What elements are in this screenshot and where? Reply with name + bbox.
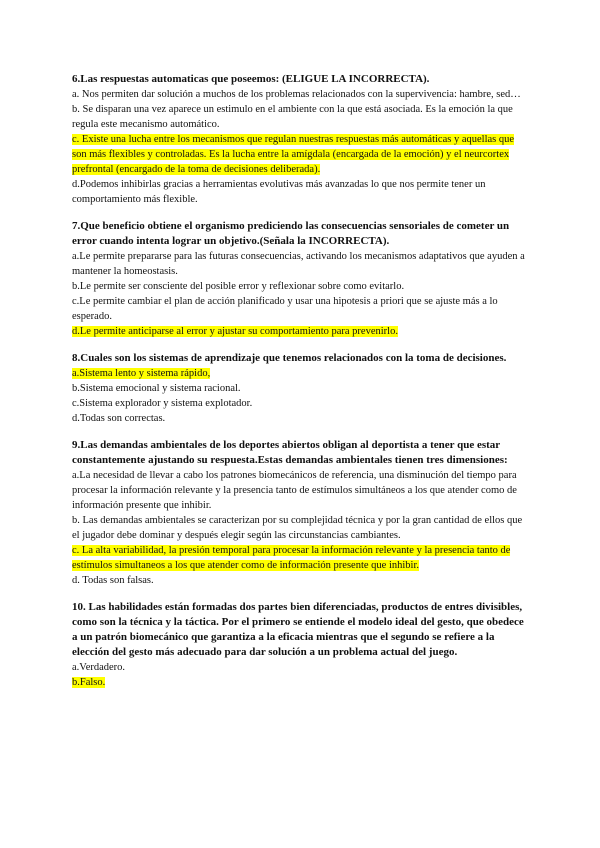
question-title: 6.Las respuestas automaticas que poseemos: (ELIGUE LA INCORRECTA). [72, 73, 430, 85]
answer-option-text: c. Existe una lucha entre los mecanismos que regulan nuestras respuestas más automáticas y aquellas que son más flexibles y controladas. Es la lucha entre la amígdala (encargada de la emoción) y el neurcortex prefrontal (encargado de la toma de decisiones deliberada). [72, 134, 515, 175]
answer-option-text: c. La alta variabilidad, la presión temporal para procesar la información relevante y la presencia tanto de estímulos simultaneos a los que atender como de información presente que inhibir. [72, 545, 511, 571]
answer-option-text: b.Sistema emocional y sistema racional. [72, 383, 241, 394]
answer-option-highlighted [72, 132, 528, 177]
answer-option-text: b.Falso. [72, 677, 106, 688]
question-title: 7.Que beneficio obtiene el organismo prediciendo las consecuencias sensoriales de cometer un error cuando intenta lograr un objetivo.(Señala la INCORRECTA). [72, 220, 510, 247]
question-block [72, 351, 528, 426]
answer-option-highlighted [72, 324, 528, 339]
answer-option-text: b.Le permite ser consciente del posible error y reflexionar sobre como evitarlo. [72, 281, 405, 292]
answer-option-text: a. Nos permiten dar solución a muchos de los problemas relacionados con la supervivencia: hambre, sed… [72, 89, 521, 100]
question-block [72, 72, 528, 207]
answer-option [72, 249, 528, 279]
document-page [72, 72, 528, 702]
answer-option [72, 177, 528, 207]
question-block [72, 219, 528, 339]
answer-option [72, 573, 528, 588]
answer-option [72, 381, 528, 396]
answer-option-highlighted [72, 366, 528, 381]
question-title: 8.Cuales son los sistemas de aprendizaje que tenemos relacionados con la toma de decisiones. [72, 352, 507, 364]
answer-option [72, 660, 528, 675]
answer-option-text: d.Podemos inhibirlas gracias a herramientas evolutivas más avanzadas lo que nos permite tener un comportamiento más flexible. [72, 179, 486, 205]
answer-option [72, 87, 528, 102]
answer-option-text: a.Verdadero. [72, 662, 126, 673]
answer-option [72, 279, 528, 294]
answer-option-text: a.Le permite prepararse para las futuras consecuencias, activando los mecanismos adaptativos que ayuden a mantener la homeostasis. [72, 251, 525, 277]
answer-option [72, 468, 528, 513]
question-block [72, 600, 528, 690]
answer-option-text: b. Se disparan una vez aparece un estimulo en el ambiente con la que está asociada. Es la emoción la que regula este mecanismo automático. [72, 104, 513, 130]
answer-option-highlighted [72, 543, 528, 573]
answer-option-text: b. Las demandas ambientales se caracterizan por su complejidad técnica y por la gran cantidad de ellos que el jugador debe dominar y después elegir según las circunstancias cambiantes. [72, 515, 523, 541]
answer-option-text: d. Todas son falsas. [72, 575, 154, 586]
answer-option [72, 396, 528, 411]
question-title: 10. Las habilidades están formadas dos partes bien diferenciadas, productos de entres divisibles, como son la técnica y la táctica. Por el primero se entiende el modelo ideal del gesto, que obedece a un patrón biomecánico que garantiza a la eficacia mientras que el segundo se refiere a la elección del gesto más adecuado para dar solución a un problema actual del juego. [72, 601, 524, 658]
answer-option-text: c.Sistema explorador y sistema explotador. [72, 398, 253, 409]
answer-option-text: d.Todas son correctas. [72, 413, 166, 424]
answer-option [72, 294, 528, 324]
answer-option-text: c.Le permite cambiar el plan de acción planificado y usar una hipotesis a priori que se ajuste más a lo esperado. [72, 296, 498, 322]
question-block [72, 438, 528, 588]
answer-option-text: a.La necesidad de llevar a cabo los patrones biomecánicos de referencia, una disminución del tiempo para procesar la información relevante y la presencia tanto de estímulos simultáneos a los que atender como de información presente que inhibir. [72, 470, 517, 511]
answer-option-text: a.Sistema lento y sistema rápido, [72, 368, 211, 379]
answer-option-highlighted [72, 675, 528, 690]
answer-option-text: d.Le permite anticiparse al error y ajustar su comportamiento para prevenirlo. [72, 326, 398, 337]
question-title: 9.Las demandas ambientales de los deportes abiertos obligan al deportista a tener que estar constantemente ajustando su respuesta.Estas demandas ambientales tienen tres dimensiones: [72, 439, 508, 466]
answer-option [72, 102, 528, 132]
answer-option [72, 513, 528, 543]
answer-option [72, 411, 528, 426]
